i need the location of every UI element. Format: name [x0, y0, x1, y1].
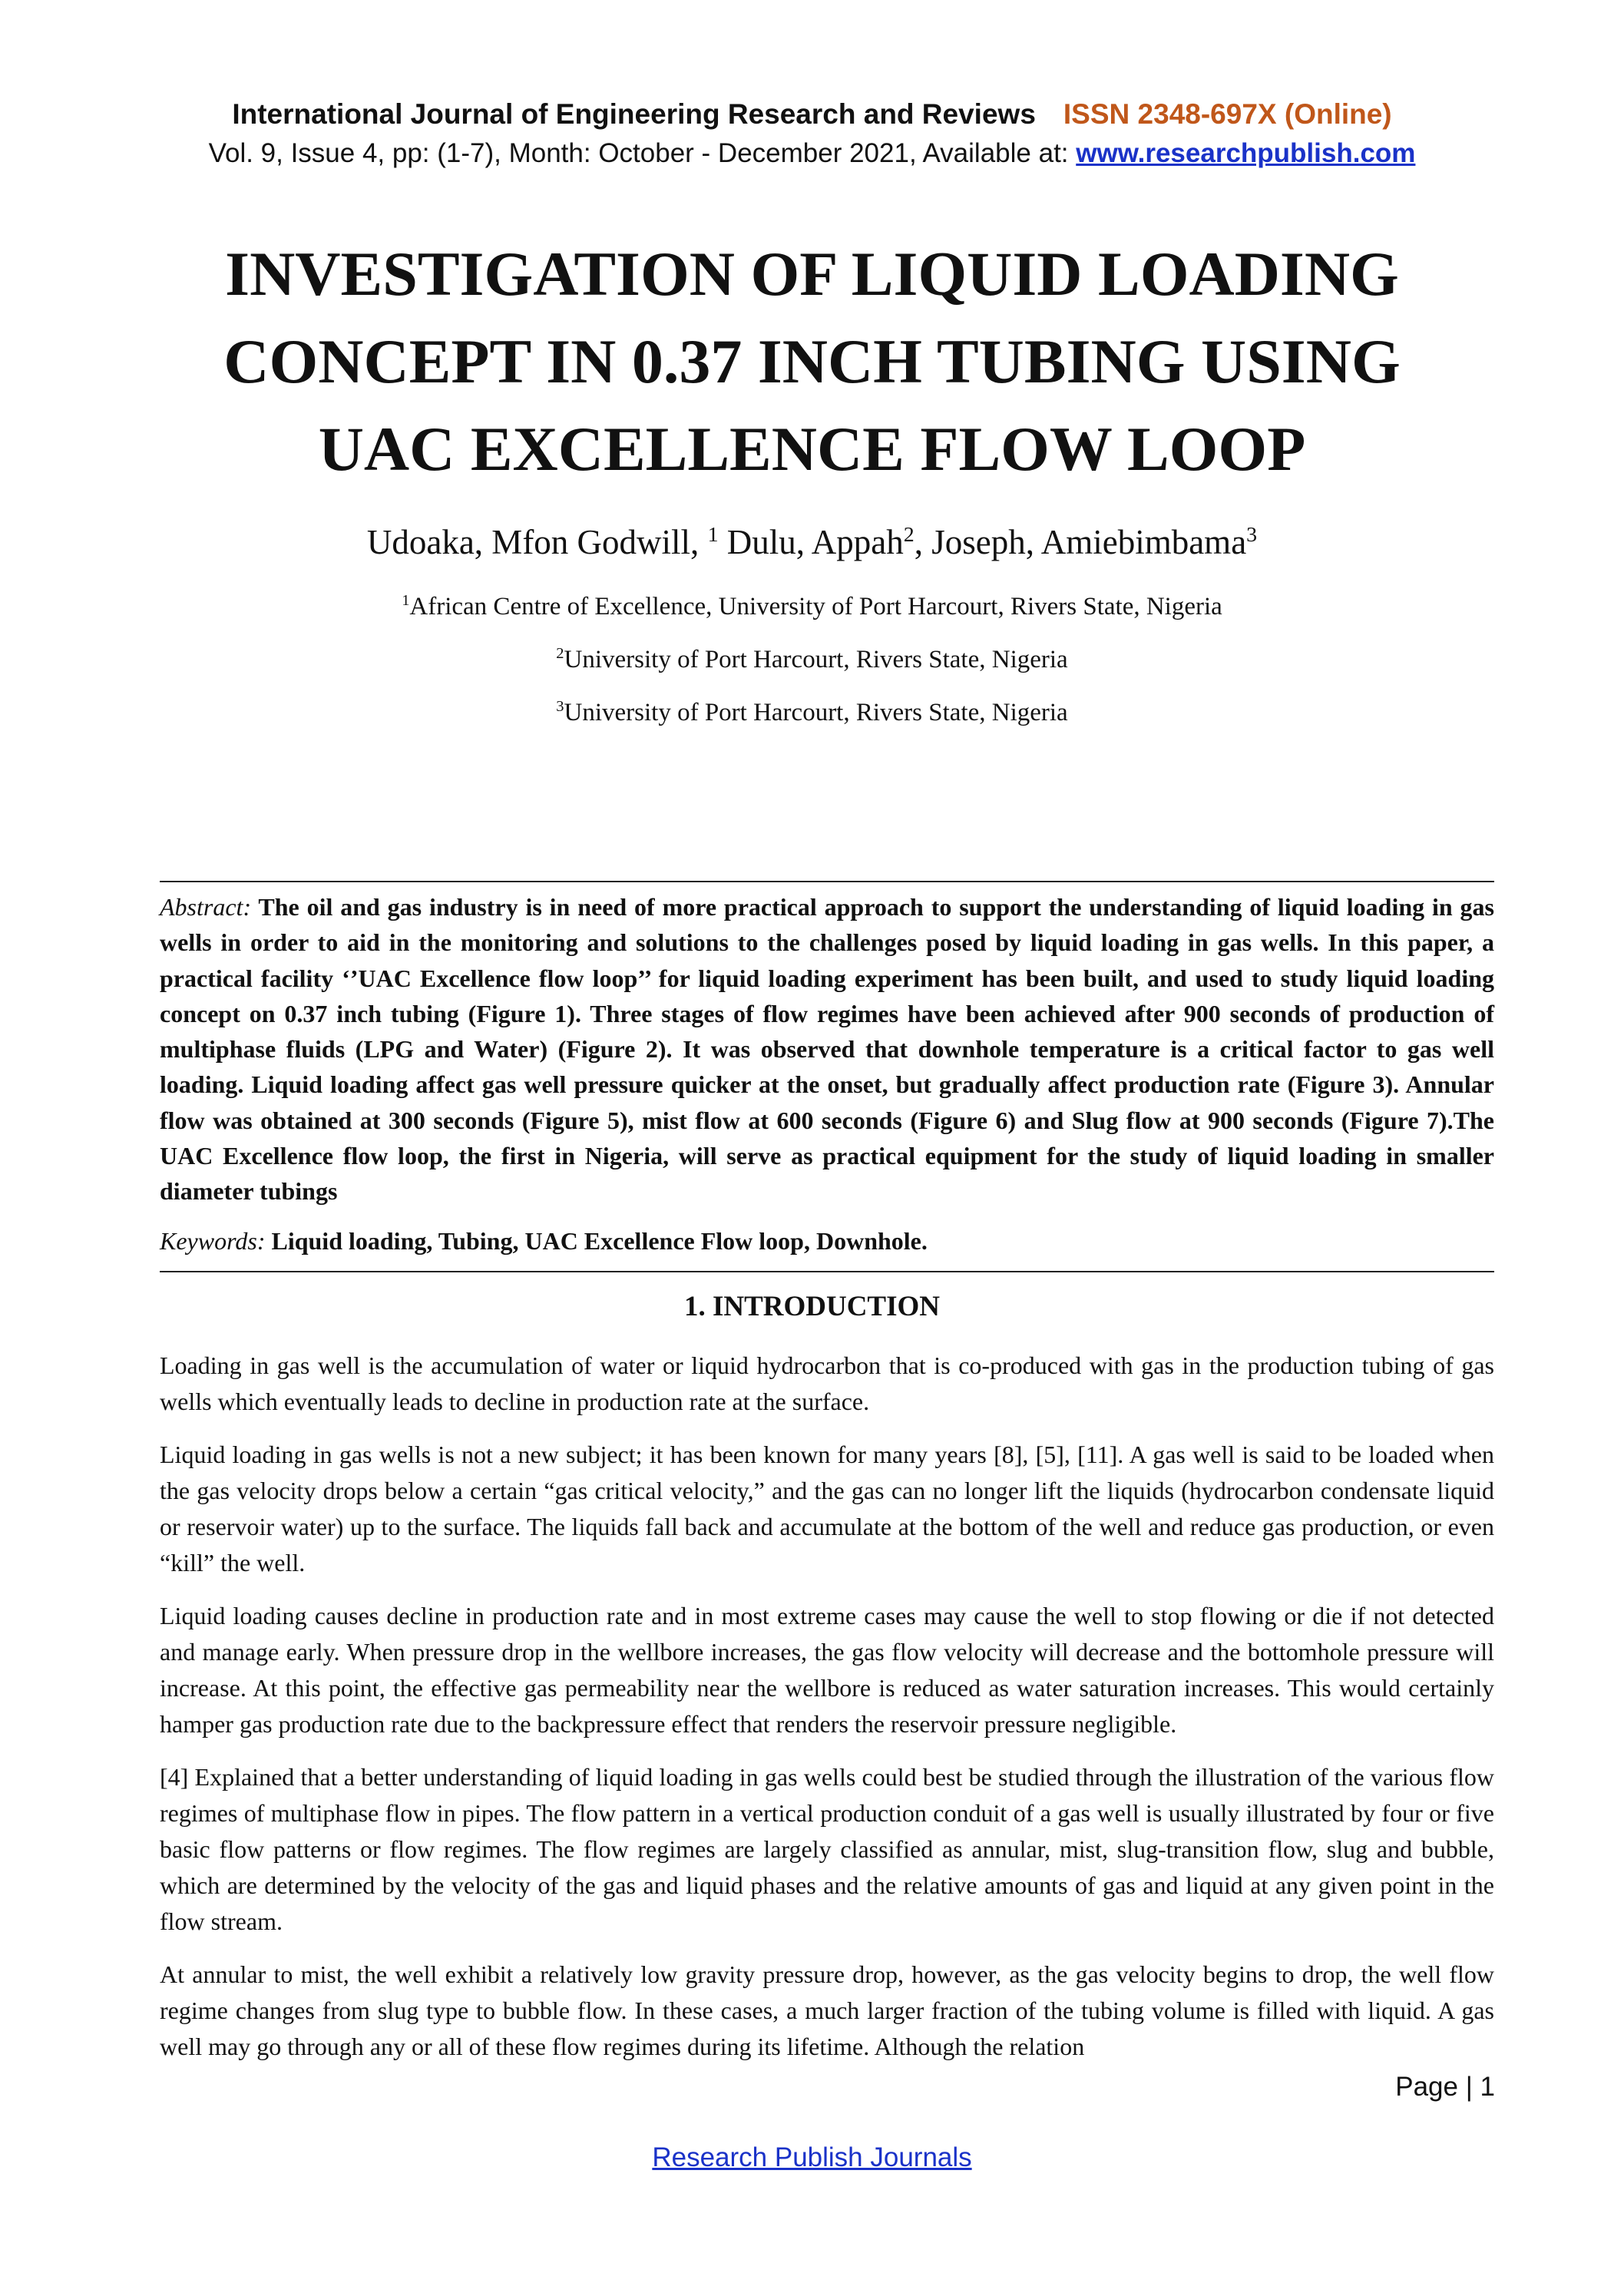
footer: [0, 2142, 1624, 2173]
abstract-label: Abstract:: [160, 893, 252, 921]
affiliation-sup: 1: [402, 592, 410, 609]
abstract-bottom-rule: [160, 1271, 1494, 1272]
author-3-sup: 3: [1246, 523, 1258, 547]
journal-url-link[interactable]: www.researchpublish.com: [1076, 138, 1416, 168]
page-number: Page | 1: [1395, 2072, 1495, 2102]
author-3: , Joseph, Amiebimbama: [914, 523, 1247, 561]
journal-header: [0, 98, 1624, 131]
affiliation-text: African Centre of Excellence, University of Port Harcourt, Rivers State, Nigeria: [409, 593, 1222, 620]
paragraph: Liquid loading in gas wells is not a new subject; it has been known for many years [8], [5], [11]. A gas well is said to be loaded when the gas velocity drops below a certain “gas critical velocity,” and the gas can no longer lift the liquids (hydrocarbon condensate liquid or reservoir water) up to the surface. The liquids fall back and accumulate at the bottom of the well and reduce gas production, or even “kill” the well.: [160, 1441, 1494, 1576]
section-heading: 1. INTRODUCTION: [683, 1291, 941, 1322]
affiliation-1: [0, 593, 1624, 621]
journal-name: International Journal of Engineering Research and Reviews: [232, 98, 1036, 130]
affiliation-3: [0, 699, 1624, 727]
volume-line: [0, 138, 1624, 169]
abstract-top-rule: [160, 881, 1494, 882]
affiliation-sup: 3: [556, 698, 564, 715]
paper-title: [115, 230, 1509, 493]
author-list: [0, 522, 1624, 562]
paragraph: [4] Explained that a better understanding of liquid loading in gas wells could best be studied through the illustration of the various flow regimes of multiphase flow in pipes. The flow pattern in a vertical production conduit of a gas well is usually illustrated by four or five basic flow patterns or flow regimes. The flow regimes are largely classified as annular, mist, slug-transition flow, slug and bubble, which are determined by the velocity of the gas and liquid phases and the relative amounts of gas and liquid at any given point in the flow stream.: [160, 1763, 1494, 1935]
paragraph: At annular to mist, the well exhibit a relatively low gravity pressure drop, however, as the gas velocity begins to drop, the well flow regime changes from slug type to bubble flow. In these cases, a much larger fraction of the tubing volume is filled with liquid. A gas well may go through any or all of these flow regimes during its lifetime. Although the relation: [160, 1960, 1494, 2060]
paragraph: Liquid loading causes decline in production rate and in most extreme cases may cause the well to stop flowing or die if not detected and manage early. When pressure drop in the wellbore increases, the gas flow velocity will decrease and the bottomhole pressure will increase. At this point, the effective gas permeability near the wellbore is reduced as water saturation increases. This would certainly hamper gas production rate due to the backpressure effect that renders the reservoir pressure negligible.: [160, 1602, 1494, 1738]
title-line: INVESTIGATION OF LIQUID LOADING: [225, 239, 1399, 309]
keywords-text: Liquid loading, Tubing, UAC Excellence Flow loop, Downhole.: [265, 1227, 928, 1255]
affiliation-sup: 2: [556, 645, 564, 662]
author-2-sup: 2: [903, 523, 915, 547]
author-1: Udoaka, Mfon Godwill,: [366, 523, 708, 561]
footer-link[interactable]: Research Publish Journals: [652, 2142, 972, 2172]
title-line: UAC EXCELLENCE FLOW LOOP: [318, 414, 1306, 484]
abstract: [160, 889, 1494, 1209]
volume-info: Vol. 9, Issue 4, pp: (1-7), Month: October - December 2021, Available at:: [208, 138, 1077, 168]
section-body: [160, 1348, 1494, 2082]
affiliation-2: [0, 646, 1624, 674]
affiliation-text: University of Port Harcourt, Rivers State, Nigeria: [564, 699, 1068, 726]
author-2: Dulu, Appah: [718, 523, 904, 561]
title-line: CONCEPT IN 0.37 INCH TUBING USING: [223, 326, 1401, 396]
paragraph: Loading in gas well is the accumulation of water or liquid hydrocarbon that is co-produced with gas in the production tubing of gas wells which eventually leads to decline in production rate at the surface.: [160, 1351, 1494, 1415]
author-1-sup: 1: [707, 523, 719, 547]
affiliation-text: University of Port Harcourt, Rivers State, Nigeria: [564, 646, 1068, 673]
keywords-label: Keywords:: [160, 1227, 266, 1255]
abstract-text: The oil and gas industry is in need of more practical approach to support the understanding of liquid loading in gas wells in order to aid in the monitoring and solutions to the challenges posed by liquid loading in gas wells. In this paper, a practical facility ‘’UAC Excellence flow loop’’ for liquid loading experiment has been built, and used to study liquid loading concept on 0.37 inch tubing (Figure 1). Three stages of flow regimes have been achieved after 900 seconds of production of multiphase fluids (LPG and Water) (Figure 2). It was observed that downhole temperature is a critical factor to gas well loading. Liquid loading affect gas well pressure quicker at the onset, but gradually affect production rate (Figure 3). Annular flow was obtained at 300 seconds (Figure 5), mist flow at 600 seconds (Figure 6) and Slug flow at 900 seconds (Figure 7).The UAC Excellence flow loop, the first in Nigeria, will serve as practical equipment for the study of liquid loading in smaller diameter tubings: [160, 893, 1494, 1206]
keywords: [160, 1227, 1494, 1256]
issn: ISSN 2348-697X (Online): [1063, 98, 1392, 130]
